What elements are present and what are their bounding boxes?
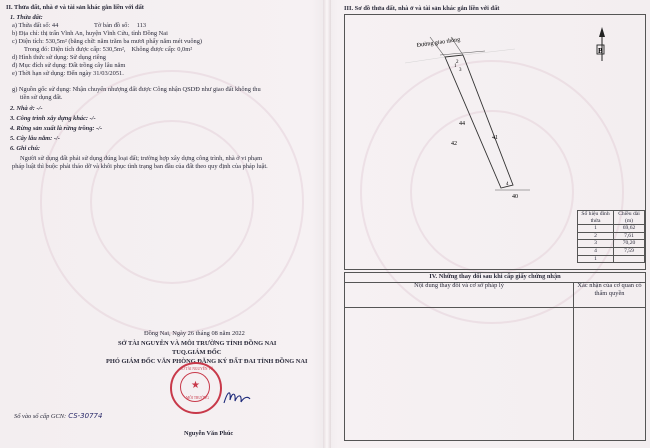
use-purpose-line: đ) Mục đích sử dụng: Đất trồng cây lâu năm — [12, 62, 126, 69]
svg-text:2: 2 — [456, 60, 459, 65]
parcel-line: a) Thửa đất số: 44 Tờ bản đồ số: 113 — [12, 22, 147, 29]
origin-line-2: tiền sử dụng đất. — [20, 94, 63, 101]
edge-length-table: Số hiệu đỉnh thửa Chiều dài (m) 1 69,62 2 7,61 3 70,20 4 7,59 1 — [577, 210, 645, 263]
star-icon: ★ — [191, 380, 200, 391]
north-arrow-icon — [597, 27, 605, 61]
registry-line: Số vào sổ cấp GCN: CS-30774 — [14, 412, 103, 420]
perennial-heading: 5. Cây lâu năm: -/- — [10, 135, 60, 142]
section-2-title: II. Thửa đất, nhà ở và tài sản khác gắn liền với đất — [6, 4, 144, 11]
on-behalf: TUQ.GIÁM ĐỐC — [172, 349, 222, 356]
svg-text:42: 42 — [451, 141, 457, 147]
signer-title: PHÓ GIÁM ĐỐC VĂN PHÒNG ĐĂNG KÝ ĐẤT ĐAI TỈNH ĐỒNG NAI — [106, 358, 308, 365]
official-seal-stamp: ★ SỞ TÀI NGUYÊN VÀ MÔI TRƯỜNG — [170, 362, 222, 414]
road-label: Đường giao thông — [416, 36, 461, 49]
note-text-1: Người sử dụng đất phải sử dụng đúng loại đất; trường hợp xây dựng công trình, nhà ở vi phạm — [20, 155, 263, 162]
handwritten-signature — [222, 388, 252, 408]
svg-text:44: 44 — [459, 121, 465, 127]
address-line: b) Địa chỉ: thị trấn Vĩnh An, huyện Vĩnh Cửu, tỉnh Đồng Nai — [12, 30, 168, 37]
changes-table-body — [344, 306, 646, 441]
department-name: SỞ TÀI NGUYÊN VÀ MÔI TRƯỜNG TỈNH ĐỒNG NAI — [118, 340, 277, 347]
changes-col-content: Nội dung thay đổi và cơ sở pháp lý — [345, 282, 574, 307]
signer-name: Nguyễn Văn Phúc — [184, 430, 234, 437]
note-text-2: pháp luật thì buộc phải tháo dỡ và khôi phục tình trạng ban đầu của đất theo quy định của pháp luật. — [12, 163, 268, 170]
construction-heading: 3. Công trình xây dựng khác: -/- — [10, 115, 96, 122]
use-form-line: d) Hình thức sử dụng: Sử dụng riêng — [12, 54, 106, 61]
note-heading: 6. Ghi chú: — [10, 145, 41, 152]
sign-date: Đồng Nai, Ngày 26 tháng 08 năm 2022 — [144, 330, 245, 337]
left-page — [6, 4, 322, 444]
changes-title: IV. Những thay đổi sau khi cấp giấy chứng nhận — [345, 273, 645, 283]
parcel-diagram-frame — [344, 14, 646, 270]
svg-text:40: 40 — [512, 194, 518, 200]
changes-section — [344, 272, 646, 308]
origin-line: g) Nguồn gốc sử dụng: Nhận chuyển nhượng đất được Công nhận QSDĐ như giao đất không thu — [12, 86, 261, 93]
svg-text:1: 1 — [454, 64, 457, 69]
right-page — [336, 4, 646, 444]
land-heading: 1. Thửa đất: — [10, 14, 43, 21]
svg-text:4: 4 — [506, 182, 509, 187]
section-3-title: III. Sơ đồ thửa đất, nhà ở và tài sản khác gắn liền với đất — [344, 5, 500, 12]
area-line: c) Diện tích: 530,5m² (bằng chữ: năm trăm ba mươi phẩy năm mét vuông) — [12, 38, 203, 45]
svg-text:3: 3 — [459, 68, 462, 73]
page-fold — [323, 0, 331, 448]
changes-col-authority: Xác nhận của cơ quan có thẩm quyền — [577, 282, 642, 298]
svg-text:41: 41 — [492, 135, 498, 141]
use-term-line: e) Thời hạn sử dụng: Đến ngày 31/03/2051. — [12, 70, 124, 77]
production-forest-heading: 4. Rừng sản xuất là rừng trồng: -/- — [10, 125, 103, 132]
svg-text:B: B — [598, 47, 603, 55]
area-private-line: Trong đó: Diện tích được cấp: 530,5m², Không được cấp: 0,0m² — [24, 46, 193, 53]
house-heading: 2. Nhà ở: -/- — [10, 105, 43, 112]
